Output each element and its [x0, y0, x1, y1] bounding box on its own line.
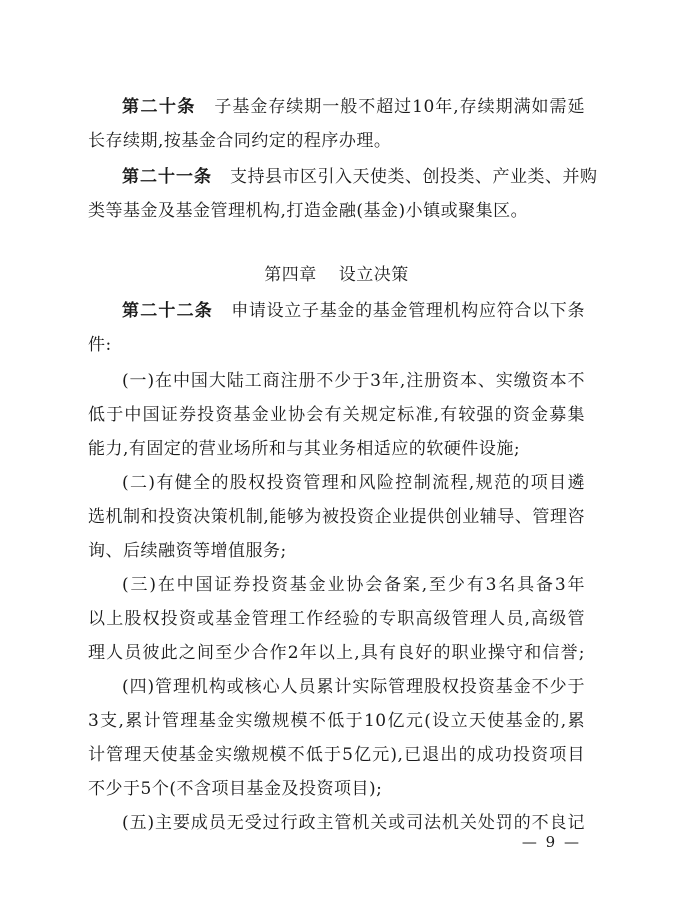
article-22-label: 第二十二条	[122, 301, 213, 321]
item-3-line-2: 以上股权投资或基金管理工作经验的专职高级管理人员,高级管	[88, 609, 585, 629]
article-22-line-1	[122, 296, 585, 326]
chapter-title: 设立决策	[338, 265, 409, 285]
item-4-line-1: (四)管理机构或核心人员累计实际管理股权投资基金不少于	[122, 677, 585, 697]
item-1-line-1: (一)在中国大陆工商注册不少于3年,注册资本、实缴资本不	[122, 371, 585, 391]
article-21-line-1	[122, 162, 598, 192]
item-4-line-2: 3支,累计管理基金实缴规模不低于10亿元(设立天使基金的,累	[88, 711, 585, 731]
item-1-line-3: 能力,有固定的营业场所和与其业务相适应的软硬件设施;	[88, 439, 521, 459]
chapter-heading	[0, 260, 673, 290]
item-5-line-1: (五)主要成员无受过行政主管机关或司法机关处罚的不良记	[122, 813, 585, 833]
article-20-text-1: 子基金存续期一般不超过10年,存续期满如需延	[213, 97, 585, 117]
item-3-line-3: 理人员彼此之间至少合作2年以上,具有良好的职业操守和信誉;	[88, 643, 585, 663]
article-20-line-1	[122, 92, 585, 122]
item-3-line-1: (三)在中国证券投资基金业协会备案,至少有3名具备3年	[122, 575, 585, 595]
item-2-line-2: 选机制和投资决策机制,能够为被投资企业提供创业辅导、管理咨	[88, 507, 585, 527]
article-20-line-2: 长存续期,按基金合同约定的程序办理。	[88, 131, 392, 151]
item-1-line-2: 低于中国证券投资基金业协会有关规定标准,有较强的资金募集	[88, 405, 585, 425]
article-22-text-1: 申请设立子基金的基金管理机构应符合以下条	[231, 301, 585, 321]
item-4-line-4: 不少于5个(不含项目基金及投资项目);	[88, 779, 383, 799]
article-22-line-2: 件:	[88, 335, 112, 355]
article-21-line-2: 类等基金及基金管理机构,打造金融(基金)小镇或聚集区。	[88, 201, 529, 221]
item-4-line-3: 计管理天使基金实缴规模不低于5亿元),已退出的成功投资项目	[88, 745, 585, 765]
article-21-label: 第二十一条	[122, 167, 212, 187]
article-20-label: 第二十条	[122, 97, 196, 117]
page-number: — 9 —	[521, 833, 581, 851]
item-2-line-1: (二)有健全的股权投资管理和风险控制流程,规范的项目遴	[122, 473, 585, 493]
chapter-number: 第四章	[264, 265, 317, 285]
item-2-line-3: 询、后续融资等增值服务;	[88, 541, 287, 561]
article-21-text-1: 支持县市区引入天使类、创投类、产业类、并购	[230, 167, 598, 187]
